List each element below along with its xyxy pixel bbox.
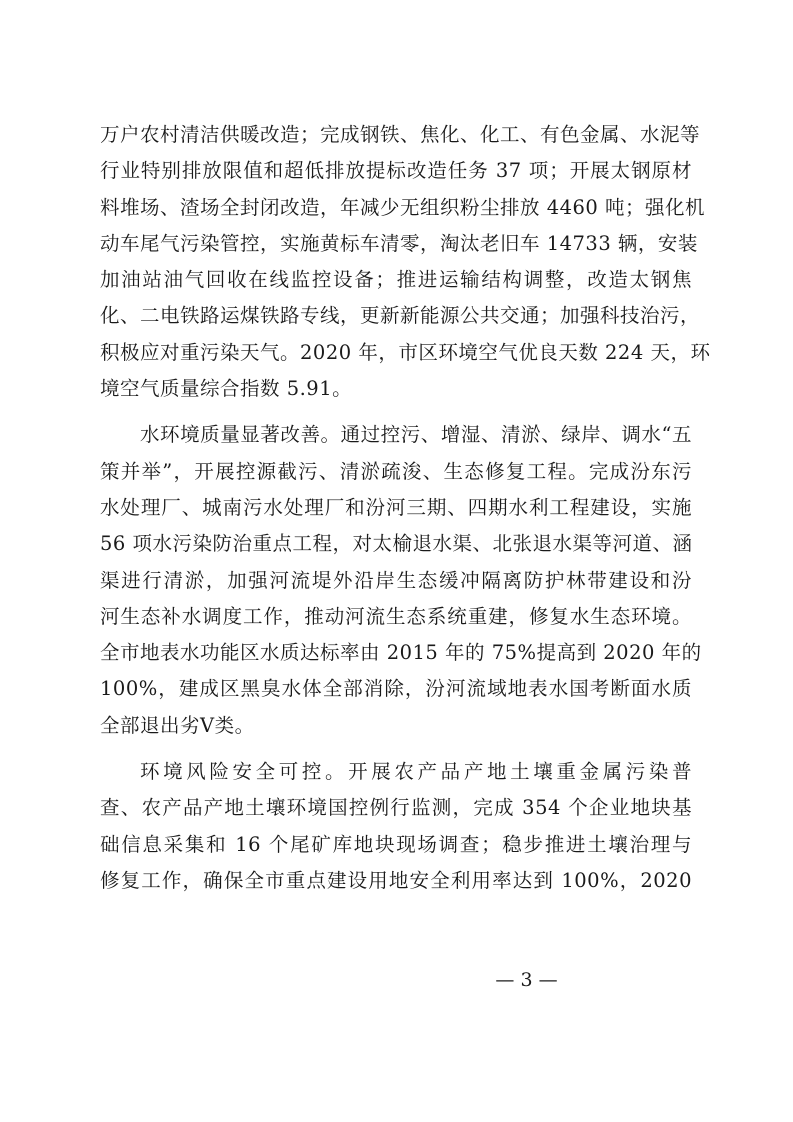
text-line: 加油站油气回收在线监控设备；推进运输结构调整，改造太钢焦 [100,268,692,292]
text-line: 修复工作，确保全市重点建设用地安全利用率达到 100%，2020 [100,868,692,892]
page-number: — 3 — [495,969,558,991]
text-line: 查、农产品产地土壤环境国控例行监测，完成 354 个企业地块基 [100,796,692,820]
document-body [100,117,711,899]
text-line: 56 项水污染防治重点工程，对太榆退水渠、北张退水渠等河道、涵 [100,532,693,556]
paragraph-environmental-risk [100,754,692,899]
text-line: 化、二电铁路运煤铁路专线，更新新能源公共交通；加强科技治污， [100,304,701,328]
text-line: 境空气质量综合指数 5.91。 [100,377,353,401]
paragraph-water-quality [100,417,702,744]
text-line: 环境风险安全可控。开展农产品产地土壤重金属污染普 [140,760,692,784]
text-line: 全市地表水功能区水质达标率由 2015 年的 75%提高到 2020 年的 [100,641,702,665]
paragraph-air-quality [100,117,711,407]
text-line: 策并举”，开展控源截污、清淤疏浚、生态修复工程。完成汾东污 [100,459,692,483]
paragraph-gap [100,744,692,754]
text-line: 积极应对重污染天气。2020 年，市区环境空气优良天数 224 天，环 [100,340,711,364]
text-line: 行业特别排放限值和超低排放提标改造任务 37 项；开展太钢原材 [100,159,692,183]
text-line: 河生态补水调度工作，推动河流生态系统重建，修复水生态环境。 [100,604,692,628]
text-line: 动车尾气污染管控，实施黄标车清零，淘汰老旧车 14733 辆，安装 [100,231,698,255]
text-line: 全部退出劣Ⅴ类。 [100,713,255,737]
paragraph-gap [100,407,692,417]
text-line: 水处理厂、城南污水处理厂和汾河三期、四期水利工程建设，实施 [100,495,692,519]
text-line: 100%，建成区黑臭水体全部消除，汾河流域地表水国考断面水质 [100,677,692,701]
text-line: 料堆场、渣场全封闭改造，年减少无组织粉尘排放 4460 吨；强化机 [100,195,706,219]
text-line: 础信息采集和 16 个尾矿库地块现场调查；稳步推进土壤治理与 [100,832,692,856]
text-line: 水环境质量显著改善。通过控污、增湿、清淤、绿岸、调水“五 [140,423,692,447]
text-line: 万户农村清洁供暖改造；完成钢铁、焦化、化工、有色金属、水泥等 [100,123,701,146]
text-line: 渠进行清淤，加强河流堤外沿岸生态缓冲隔离防护林带建设和汾 [100,568,692,592]
